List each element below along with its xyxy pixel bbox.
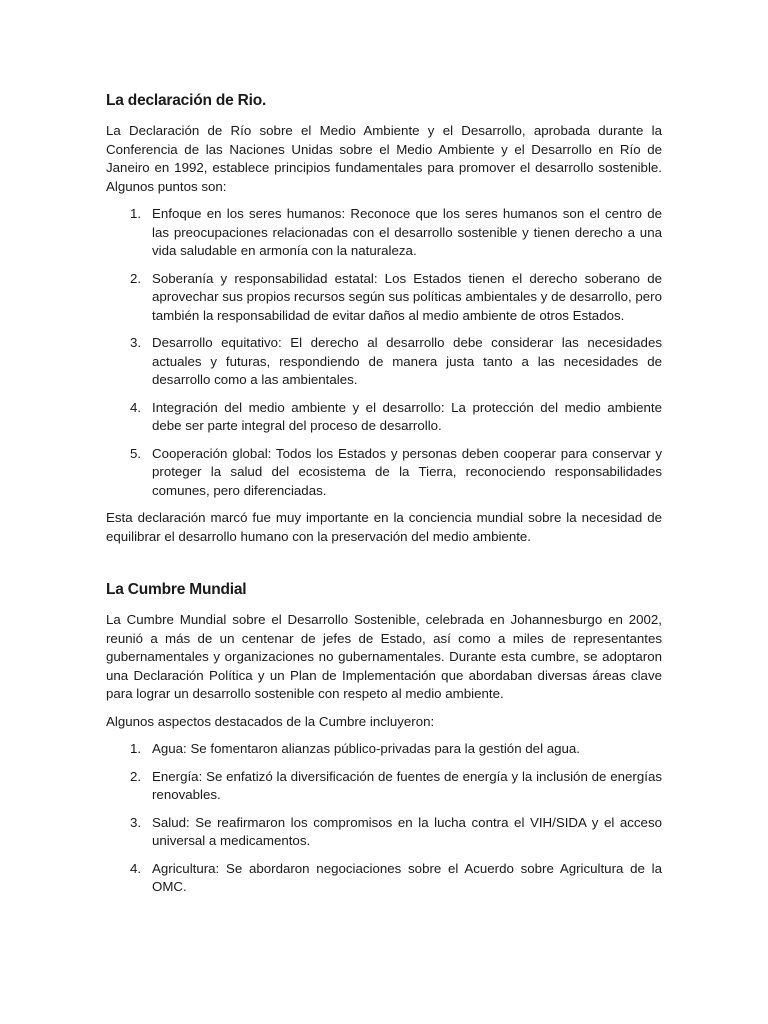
list-item-text: Integración del medio ambiente y el desarrollo: La protección del medio ambiente debe ser parte integral del proceso de desarrollo.: [152, 399, 662, 433]
list-number: 1.: [130, 206, 142, 221]
list-item: [106, 814, 662, 851]
list-item: [106, 334, 662, 390]
list-number: 4.: [130, 860, 142, 876]
cumbre-intro-paragraph: La Cumbre Mundial sobre el Desarrollo Sostenible, celebrada en Johannesburgo en 2002, reunió a más de un centenar de jefes de Estado, así como a miles de representantes gubernamentales y organizaciones no gubernamentales. Durante esta cumbre, se adoptaron una Declaración Política y un Plan de Implementación que abordaban diversas áreas clave para lograr un desarrollo sostenible con respeto al medio ambiente.: [106, 612, 662, 701]
list-item-text: Salud: Se reafirmaron los compromisos en la lucha contra el VIH/SIDA y el acceso universal a medicamentos.: [152, 814, 662, 848]
list-item-text: Energía: Se enfatizó la diversificación de fuentes de energía y la inclusión de energías renovables.: [152, 768, 662, 802]
list-number: 2.: [130, 768, 142, 784]
list-number: 3.: [130, 814, 142, 830]
list-number: 1.: [130, 741, 142, 756]
rio-closing-paragraph: Esta declaración marcó fue muy importante en la conciencia mundial sobre la necesidad de equilibrar el desarrollo humano con la preservación del medio ambiente.: [106, 510, 662, 544]
list-item: [106, 768, 662, 805]
list-item: [106, 445, 662, 501]
list-item-text: Agricultura: Se abordaron negociaciones sobre el Acuerdo sobre Agricultura de la OMC.: [152, 860, 662, 894]
list-item: [106, 399, 662, 436]
list-item-text: Agua: Se fomentaron alianzas público-privadas para la gestión del agua.: [152, 741, 580, 756]
document-page: [106, 92, 662, 906]
cumbre-lead-paragraph: Algunos aspectos destacados de la Cumbre incluyeron:: [106, 713, 435, 729]
list-item: [106, 270, 662, 326]
list-item: [106, 740, 662, 759]
list-number: 2.: [130, 270, 142, 286]
rio-principles-list: [106, 205, 662, 500]
list-item-text: Enfoque en los seres humanos: Reconoce que los seres humanos son el centro de las preocupaciones relacionadas con el desarrollo sostenible y tienen derecho a una vida saludable en armonía con la naturaleza.: [152, 206, 662, 258]
list-item-text: Soberanía y responsabilidad estatal: Los Estados tienen el derecho soberano de aprovechar sus propios recursos según sus políticas ambientales y de desarrollo, pero también la responsabilidad de evitar daños al medio ambiente de otros Estados.: [152, 270, 662, 323]
list-item: [106, 860, 662, 897]
list-item-text: Cooperación global: Todos los Estados y personas deben cooperar para conservar y proteger la salud del ecosistema de la Tierra, reconociendo responsabilidades comunes, pero diferenciadas.: [152, 445, 662, 498]
cumbre-aspects-list: [106, 740, 662, 897]
list-number: 5.: [130, 445, 142, 461]
section-title-rio: La declaración de Rio.: [106, 92, 267, 109]
list-number: 3.: [130, 335, 142, 350]
list-number: 4.: [130, 399, 142, 415]
list-item-text: Desarrollo equitativo: El derecho al desarrollo debe considerar las necesidades actuales y futuras, respondiendo de manera justa tanto a las necesidades de desarrollo como a las ambientales.: [152, 335, 662, 387]
rio-intro-paragraph: La Declaración de Río sobre el Medio Ambiente y el Desarrollo, aprobada durante la Conferencia de las Naciones Unidas sobre el Medio Ambiente y el Desarrollo en Río de Janeiro en 1992, establece principios fundamentales para promover el desarrollo sostenible. Algunos puntos son:: [106, 123, 662, 194]
list-item: [106, 205, 662, 261]
section-title-cumbre: La Cumbre Mundial: [106, 581, 247, 598]
